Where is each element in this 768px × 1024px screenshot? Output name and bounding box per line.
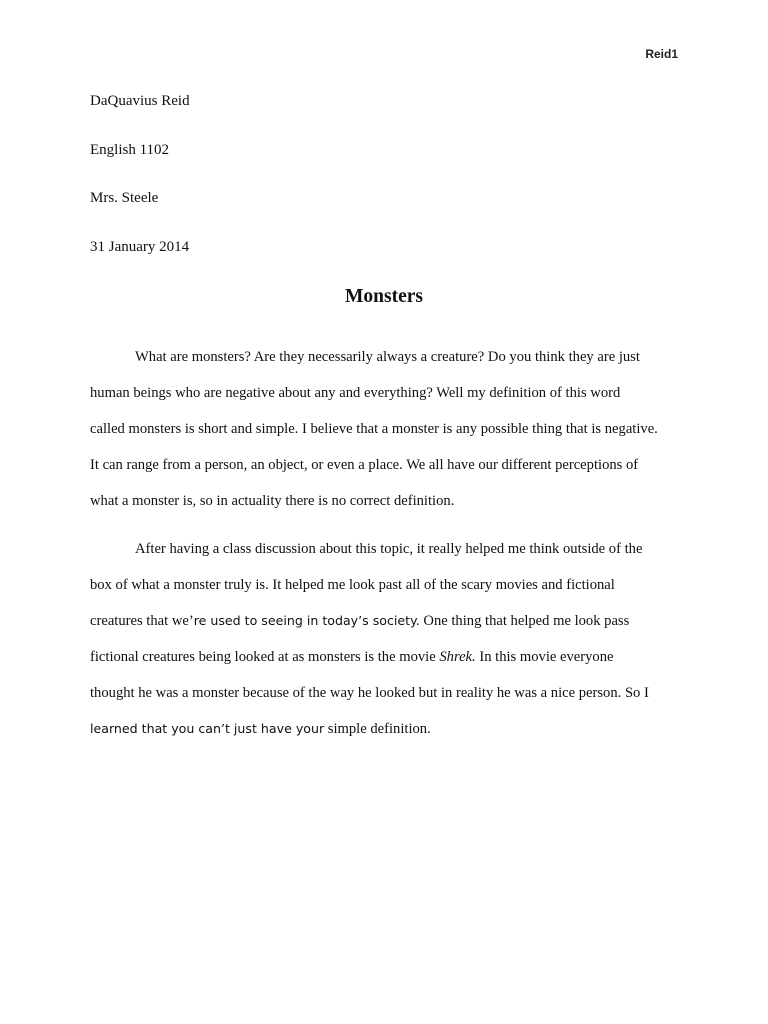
text-run: creatures that we’: [90, 613, 194, 629]
essay-title: Monsters: [345, 286, 423, 307]
paragraph-line: [90, 718, 680, 754]
paragraph-line: called monsters is short and simple. I believe that a monster is any possible thing that is negative.: [90, 421, 658, 437]
instructor-name: Mrs. Steele: [90, 190, 159, 207]
movie-title-italic: Shrek.: [439, 649, 476, 665]
paragraph-line: [90, 646, 680, 682]
paragraph-line: It can range from a person, an object, or even a place. We all have our different perceptions of: [90, 457, 639, 473]
text-run: fictional creatures being looked at as monsters is the movie: [90, 649, 440, 665]
paragraph-line: What are monsters? Are they necessarily always a creature? Do you think they are just: [135, 349, 640, 365]
paragraph-line: After having a class discussion about this topic, it really helped me think outside of the: [135, 541, 643, 557]
text-run-sans: re used to seeing in today’s society.: [193, 613, 420, 628]
paragraph-line: what a monster is, so in actuality there is no correct definition.: [90, 493, 455, 509]
text-run-sans: learned that you can’t just have your: [90, 721, 325, 736]
paragraph-line: [90, 610, 680, 646]
text-run: In this movie everyone: [475, 649, 614, 665]
paragraph-spacer: [90, 526, 680, 538]
essay-body: [90, 346, 680, 754]
course-name: English 1102: [90, 141, 170, 158]
paragraph-1: [90, 346, 680, 526]
text-run: One thing that helped me look pass: [419, 613, 630, 629]
paragraph-2: [90, 538, 680, 754]
student-name: DaQuavius Reid: [90, 93, 190, 109]
essay-date: 31 January 2014: [90, 239, 190, 256]
page-header: Reid1: [645, 47, 678, 61]
text-run: simple definition.: [324, 721, 431, 737]
paragraph-line: box of what a monster truly is. It helped me look past all of the scary movies and fictional: [90, 577, 615, 593]
paragraph-line: thought he was a monster because of the way he looked but in reality he was a nice person. So I: [90, 685, 649, 701]
paragraph-line: human beings who are negative about any and everything? Well my definition of this word: [90, 385, 621, 401]
mla-heading: [90, 91, 680, 286]
